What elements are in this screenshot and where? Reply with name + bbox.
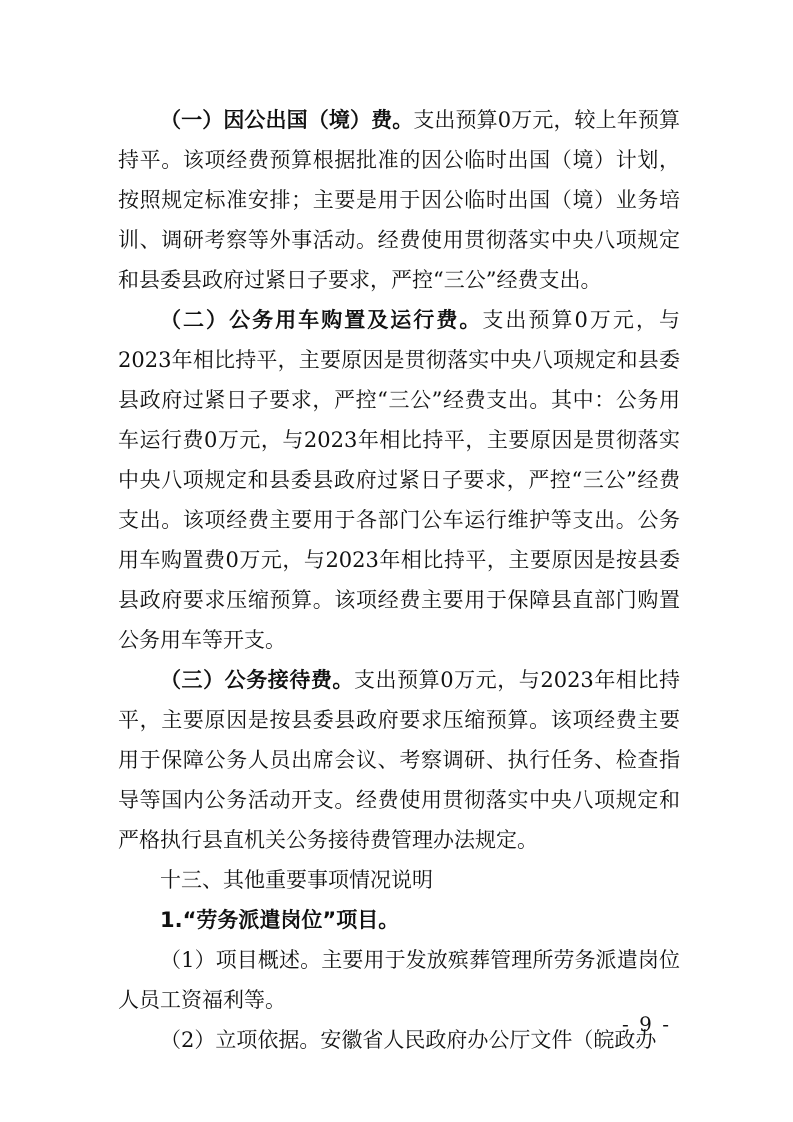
chapter-heading: 十三、其他重要事项情况说明 — [160, 868, 433, 892]
project-title: 1.“劳务派遣岗位”项目。 — [160, 908, 400, 932]
document-page — [118, 100, 680, 1060]
project-item-basis: （2）立项依据。安徽省人民政府办公厅文件（皖政办 — [160, 1028, 657, 1052]
heading-reception: （三）公务接待费。 — [160, 668, 354, 692]
page-number: - 9 - — [622, 1012, 671, 1036]
paragraph-travel — [118, 100, 680, 300]
project-item-overview: （1）项目概述。主要用于发放殡葬管理所劳务派遣岗位人员工资福利等。 — [118, 948, 680, 1012]
body-travel: 支出预算0万元，较上年预算持平。该项经费预算根据批准的因公临时出国（境）计划，按照规定标准安排；主要是用于因公临时出国（境）业务培训、调研考察等外事活动。经费使用贯彻落实中央八项规定和县委县政府过紧日子要求，严控“三公”经费支出。 — [118, 108, 680, 292]
heading-travel: （一）因公出国（境）费。 — [160, 108, 414, 132]
heading-vehicles: （二）公务用车购置及运行费。 — [160, 308, 483, 332]
body-vehicles: 支出预算0万元，与2023年相比持平，主要原因是贯彻落实中央八项规定和县委县政府过紧日子要求，严控“三公”经费支出。其中：公务用车运行费0万元，与2023年相比持平，主要原因是贯彻落实中央八项规定和县委县政府过紧日子要求，严控“三公”经费支出。该项经费主要用于各部门公车运行维护等支出。公务用车购置费0万元，与2023年相比持平，主要原因是按县委县政府要求压缩预算。该项经费主要用于保障县直部门购置公务用车等开支。 — [118, 308, 680, 652]
paragraph-reception — [118, 660, 680, 860]
body-reception: 支出预算0万元，与2023年相比持平，主要原因是按县委县政府要求压缩预算。该项经费主要用于保障公务人员出席会议、考察调研、执行任务、检查指导等国内公务活动开支。经费使用贯彻落实中央八项规定和严格执行县直机关公务接待费管理办法规定。 — [118, 668, 681, 852]
paragraph-vehicles — [118, 300, 680, 660]
